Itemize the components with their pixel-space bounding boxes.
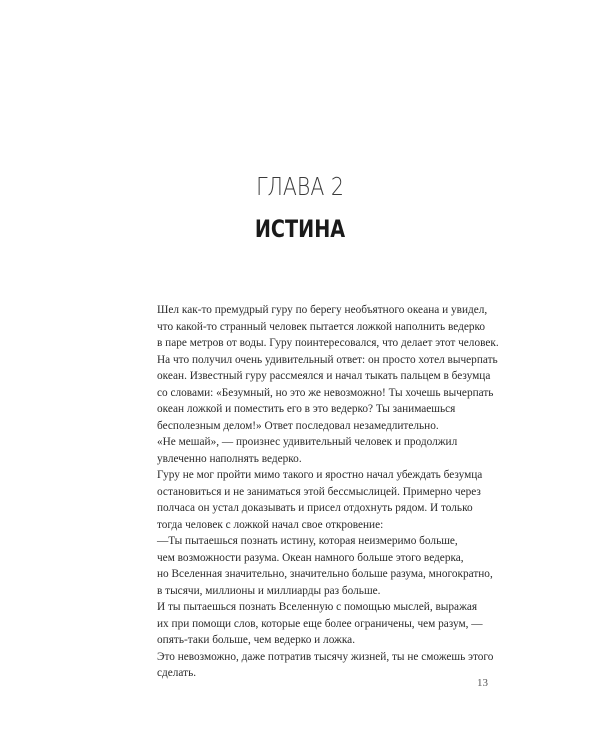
body-line: На что получил очень удивительный ответ: он просто хотел вычерпать [157,353,498,366]
chapter-title: ИСТИНА [254,215,346,243]
body-line: И ты пытаешься познать Вселенную с помощью мыслей, выражая [157,601,478,613]
body-line: со словами: «Безумный, но это же невозможно! Ты хочешь вычерпать [157,386,494,399]
body-line: опять-таки больше, чем ведерко и ложка. [157,634,356,646]
chapter-label: ГЛАВА 2 [256,172,344,201]
body-line: «Не мешай», — произнес удивительный человек и продолжил [157,436,458,448]
body-line: в тысячи, миллионы и миллиарды раз больше. [157,584,381,597]
body-line: —Ты пытаешься познать истину, которая неизмеримо больше, [157,535,458,547]
body-line: океан. Известный гуру рассмеялся и начал тыкать пальцем в безумца [157,370,491,382]
body-line: полчаса он устал доказывать и присел отдохнуть рядом. И только [157,502,473,514]
body-line: их при помощи слов, которые еще более ограничены, чем разум, — [157,617,483,630]
body-line: увлеченно наполнять ведерко. [157,452,302,465]
body-line: океан ложкой и поместить его в это ведерко? Ты занимаешься [157,403,456,415]
body-line: остановиться и не заниматься этой бессмыслицей. Примерно через [157,485,481,498]
body-line: бесполезным делом!» Ответ последовал незамедлительно. [157,419,439,432]
body-line: но Вселенная значительно, значительно больше разума, многократно, [157,568,493,580]
body-line: тогда человек с ложкой начал свое откровение: [157,518,384,531]
body-line: сделать. [157,667,197,679]
body-text [157,302,497,682]
page-number: 13 [477,677,488,689]
body-line: Это невозможно, даже потратив тысячу жизней, ты не сможешь этого [157,650,494,663]
body-line: в паре метров от воды. Гуру поинтересовался, что делает этот человек. [157,337,499,349]
body-line: что какой-то странный человек пытается ложкой наполнить ведерко [157,320,486,333]
body-line: Шел как-то премудрый гуру по берегу необъятного океана и увидел, [157,304,488,316]
body-line: чем возможности разума. Океан намного больше этого ведерка, [157,551,464,564]
body-line: Гуру не мог пройти мимо такого и яростно начал убеждать безумца [157,469,483,481]
